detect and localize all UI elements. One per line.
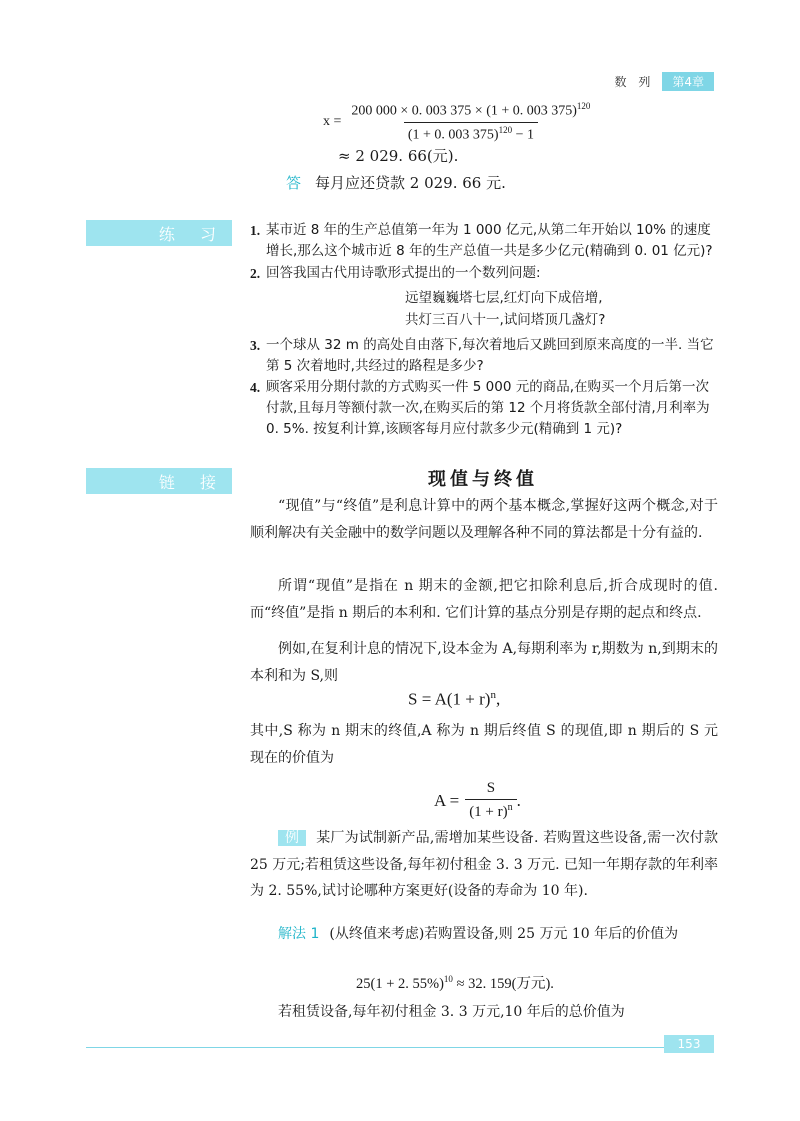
poem-line-1: 远望巍巍塔七层,红灯向下成倍增,: [405, 290, 603, 306]
equation-tail: ,: [495, 689, 501, 709]
fraction-denominator: [465, 799, 516, 821]
answer-text: 每月应还贷款 2 029. 66 元.: [315, 174, 506, 192]
equation-base: 25(1 + 2. 55%): [356, 976, 444, 992]
paragraph-4: 其中,S 称为 n 期末的终值,A 称为 n 期后终值 S 的现值,即 n 期后的 S 元现在的价值为: [250, 723, 718, 766]
formula-fraction: [347, 101, 594, 143]
equation-fraction: [465, 780, 516, 821]
future-value-equation: [356, 972, 554, 993]
equation-lhs: A =: [434, 790, 460, 810]
poem: [405, 287, 605, 331]
exercise-4: [250, 377, 720, 440]
answer-label: 答: [286, 174, 302, 192]
denominator-base: (1 + 0. 003 375): [407, 127, 499, 143]
exercise-number: 2.: [250, 266, 261, 281]
solution-label: 解法 1: [278, 926, 320, 942]
paragraph-2: 所谓“现值”是指在 n 期末的金额,把它扣除利息后,折合成现时的值. 而“终值”是指 n 期后的本利和. 它们计算的基点分别是存期的起点和终点.: [250, 578, 718, 621]
chapter-badge: 第4章: [662, 72, 714, 91]
formula-approx: ≈ 2 029. 66(元).: [338, 147, 459, 165]
section-title: 数 列: [614, 74, 655, 89]
present-value-equation: [434, 780, 521, 821]
formula-denominator: [404, 122, 538, 144]
practice-label: 练 习: [86, 220, 232, 246]
section-heading: 现值与终值: [428, 469, 538, 490]
solution-text: (从终值来考虑)若购置设备,则 25 万元 10 年后的价值为: [329, 926, 679, 942]
exercise-text: 顾客采用分期付款的方式购买一件 5 000 元的商品,在购买一个月后第一次付款,且每月等额付款一次,在购买后的第 12 个月将货款全部付清,月利率为 0. 5%. 按复利计算,该顾客每月应付款多少元(精确到 1 元)?: [266, 379, 710, 437]
last-line: 若租赁设备,每年初付租金 3. 3 万元,10 年后的总价值为: [278, 1004, 625, 1020]
exercise-number: 1.: [250, 223, 261, 238]
exercise-text: 一个球从 32 m 的高处自由落下,每次着地后又跳回到原来高度的一半. 当它第 5 次着地时,共经过的路程是多少?: [266, 337, 714, 374]
numerator-base: 200 000 × 0. 003 375 × (1 + 0. 003 375): [351, 103, 577, 119]
denominator-exponent: n: [507, 802, 513, 813]
denominator-exponent: 120: [498, 124, 513, 135]
compound-equation: [408, 689, 500, 710]
exercise-number: 3.: [250, 338, 261, 353]
denominator-base: (1 + r): [469, 804, 508, 820]
loan-formula: [323, 101, 594, 143]
formula-lhs: x =: [323, 114, 342, 130]
exercise-3: [250, 335, 720, 377]
poem-line-2: 共灯三百八十一,试问塔顶几盏灯?: [405, 312, 606, 328]
fraction-numerator: S: [486, 780, 496, 796]
link-label: 链 接: [86, 468, 232, 494]
example-paragraph: [250, 825, 718, 905]
page-header: [615, 72, 714, 90]
equation-tail: .: [516, 790, 521, 810]
page-number: 153: [664, 1035, 714, 1053]
exercise-1: [250, 220, 720, 262]
exercise-2: [250, 263, 720, 284]
denominator-tail: − 1: [512, 127, 534, 143]
exercise-text: 回答我国古代用诗歌形式提出的一个数列问题:: [266, 265, 541, 281]
equation-base: S = A(1 + r): [408, 689, 491, 709]
answer-line: [286, 172, 506, 193]
exercise-number: 4.: [250, 380, 261, 395]
solution-paragraph: [250, 921, 718, 948]
formula-numerator: [347, 101, 594, 122]
equation-tail: ≈ 32. 159(万元).: [452, 976, 554, 992]
example-text: 某厂为试制新产品,需增加某些设备. 若购置这些设备,需一次付款 25 万元;若租赁这些设备,每年初付租金 3. 3 万元. 已知一年期存款的年利率为 2. 55%,试讨论哪种方案更好(设备的寿命为 10 年).: [250, 830, 718, 899]
example-label: 例: [278, 830, 306, 846]
exercise-text: 某市近 8 年的生产总值第一年为 1 000 亿元,从第二年开始以 10% 的速度增长,那么这个城市近 8 年的生产总值一共是多少亿元(精确到 0. 01 亿元)?: [266, 222, 713, 259]
footer-divider: [86, 1047, 714, 1048]
equation-exponent: 10: [443, 974, 453, 985]
paragraph-1: “现值”与“终值”是利息计算中的两个基本概念,掌握好这两个概念,对于顺利解决有关金融中的数学问题以及理解各种不同的算法都是十分有益的.: [250, 498, 718, 541]
numerator-exponent: 120: [576, 101, 591, 111]
paragraph-3: 例如,在复利计息的情况下,设本金为 A,每期利率为 r,期数为 n,到期末的本利和为 S,则: [250, 641, 718, 684]
equation-exponent: n: [490, 689, 496, 701]
